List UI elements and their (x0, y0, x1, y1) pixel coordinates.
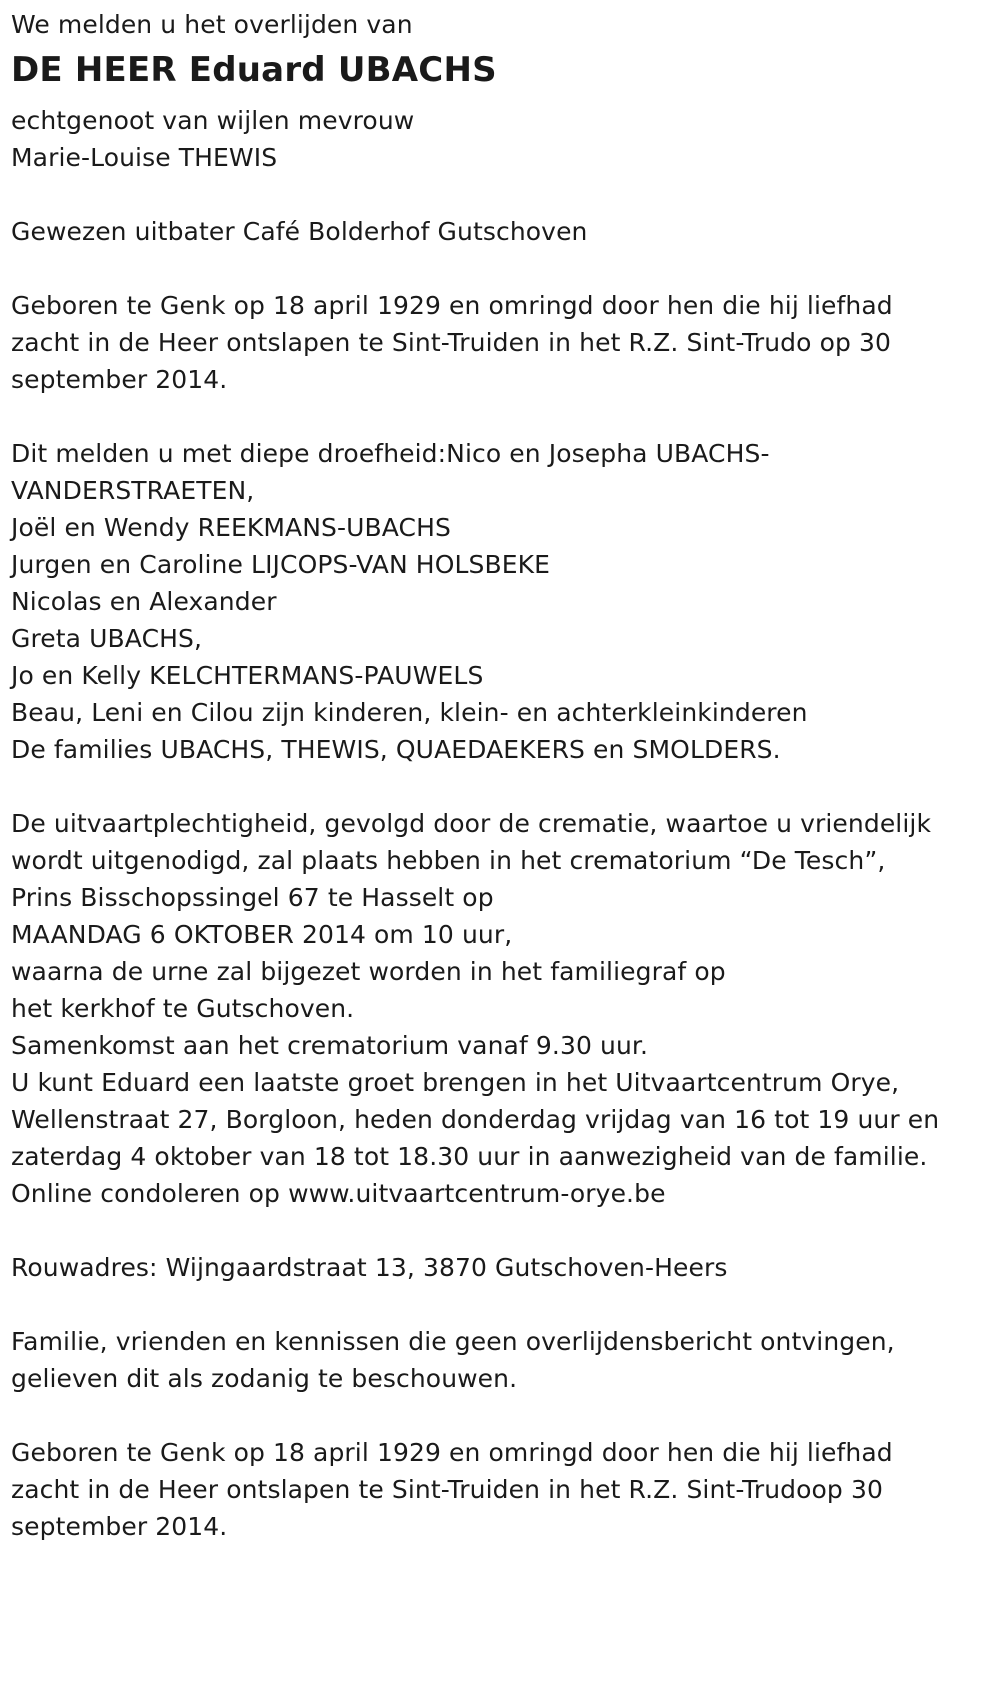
paragraph-line: september 2014. (11, 365, 228, 394)
birth-death-repeat-paragraph (11, 1434, 996, 1545)
paragraph-line: zacht in de Heer ontslapen te Sint-Truiden in het R.Z. Sint-Trudoop 30 (11, 1475, 883, 1504)
paragraph-line: Geboren te Genk op 18 april 1929 en omringd door hen die hij liefhad (11, 1438, 893, 1467)
intro-text: We melden u het overlijden van (11, 10, 413, 39)
ceremony-line: Prins Bisschopssingel 67 te Hasselt op (11, 883, 494, 912)
spouse-name: Marie-Louise THEWIS (11, 143, 278, 172)
mourner-line: Nicolas en Alexander (11, 587, 277, 616)
obituary-document (11, 8, 996, 1545)
ceremony-line: het kerkhof te Gutschoven. (11, 994, 355, 1023)
mourning-address: Rouwadres: Wijngaardstraat 13, 3870 Gutschoven-Heers (11, 1253, 728, 1282)
ceremony-paragraph (11, 805, 996, 1212)
ceremony-line: MAANDAG 6 OKTOBER 2014 om 10 uur, (11, 920, 513, 949)
mourner-line: Greta UBACHS, (11, 624, 203, 653)
notice-line: gelieven dit als zodanig te beschouwen. (11, 1364, 518, 1393)
paragraph-line: zacht in de Heer ontslapen te Sint-Truiden in het R.Z. Sint-Trudo op 30 (11, 328, 891, 357)
ceremony-line: waarna de urne zal bijgezet worden in het familiegraf op (11, 957, 726, 986)
mourner-line: Joël en Wendy REEKMANS-UBACHS (11, 513, 451, 542)
mourner-line: VANDERSTRAETEN, (11, 476, 255, 505)
deceased-name: DE HEER Eduard UBACHS (11, 50, 497, 90)
mourner-line: Jurgen en Caroline LIJCOPS-VAN HOLSBEKE (11, 550, 551, 579)
mourners-list (11, 435, 996, 768)
paragraph-line: september 2014. (11, 1512, 228, 1541)
occupation-text: Gewezen uitbater Café Bolderhof Gutschoven (11, 217, 588, 246)
notice-paragraph (11, 1323, 996, 1397)
mourner-line: Jo en Kelly KELCHTERMANS-PAUWELS (11, 661, 484, 690)
notice-line: Familie, vrienden en kennissen die geen overlijdensbericht ontvingen, (11, 1327, 895, 1356)
mourner-line: De families UBACHS, THEWIS, QUAEDAEKERS en SMOLDERS. (11, 735, 781, 764)
ceremony-line: wordt uitgenodigd, zal plaats hebben in het crematorium “De Tesch”, (11, 846, 886, 875)
paragraph-line: Geboren te Genk op 18 april 1929 en omringd door hen die hij liefhad (11, 291, 893, 320)
ceremony-line: zaterdag 4 oktober van 18 tot 18.30 uur in aanwezigheid van de familie. (11, 1142, 928, 1171)
spouse-line: echtgenoot van wijlen mevrouw (11, 106, 415, 135)
ceremony-line: De uitvaartplechtigheid, gevolgd door de crematie, waartoe u vriendelijk (11, 809, 932, 838)
ceremony-line: Wellenstraat 27, Borgloon, heden donderdag vrijdag van 16 tot 19 uur en (11, 1105, 940, 1134)
ceremony-line: U kunt Eduard een laatste groet brengen in het Uitvaartcentrum Orye, (11, 1068, 900, 1097)
ceremony-line: Online condoleren op www.uitvaartcentrum-orye.be (11, 1179, 666, 1208)
mourner-line: Dit melden u met diepe droefheid:Nico en Josepha UBACHS- (11, 439, 770, 468)
birth-death-paragraph (11, 287, 996, 398)
ceremony-line: Samenkomst aan het crematorium vanaf 9.30 uur. (11, 1031, 649, 1060)
mourner-line: Beau, Leni en Cilou zijn kinderen, klein- en achterkleinkinderen (11, 698, 808, 727)
